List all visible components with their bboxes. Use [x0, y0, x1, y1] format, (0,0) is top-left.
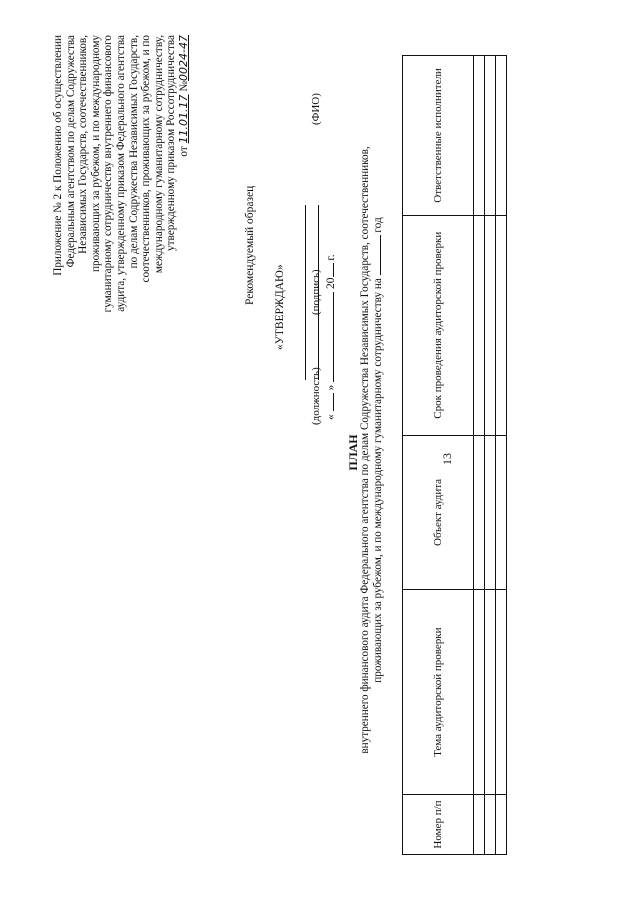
plan-subtitle-year-word: год: [372, 217, 384, 233]
table-row: [496, 56, 507, 855]
approval-date: [325, 160, 337, 420]
table-cell: [496, 795, 507, 855]
table-cell: [496, 56, 507, 216]
year-suffix: г.: [325, 254, 337, 261]
table-cell: [474, 795, 485, 855]
header-object: Объект аудита: [403, 435, 474, 590]
appendix-header: [52, 35, 191, 400]
plan-year-blank: [380, 235, 381, 275]
plan-title: ПЛАН: [346, 434, 360, 471]
table-cell: [485, 795, 496, 855]
audit-plan-table: [402, 55, 507, 855]
plan-subtitle-text: проживающих за рубежом, и по международному гуманитарному сотрудничеству на: [372, 278, 384, 683]
table-cell: [496, 435, 507, 590]
table-row: [485, 56, 496, 855]
appendix-line: Независимых Государств, соотечественников,: [77, 35, 90, 254]
order-prefix: от: [177, 146, 190, 157]
order-date: 11.01.17: [176, 94, 190, 144]
date-close-quote: »: [325, 384, 337, 391]
appendix-line: по делам Содружества Независимых Государств,: [127, 35, 140, 269]
position-caption: (должность): [310, 367, 322, 425]
appendix-line: гуманитарному сотрудничеству внутреннего финансового: [102, 35, 115, 313]
recommended-sample-label: Рекомендуемый образец: [244, 185, 256, 305]
table-cell: [496, 590, 507, 795]
name-caption: (ФИО): [310, 93, 322, 125]
date-open-quote: «: [325, 414, 337, 420]
header-responsible: Ответственные исполнители: [403, 56, 474, 216]
month-blank: [333, 292, 334, 382]
header-number: Номер п/п: [403, 795, 474, 855]
appendix-line: Приложение № 2 к Положению об осуществлении: [52, 35, 64, 276]
table-cell: [485, 56, 496, 216]
appendix-line: Федеральным агентством по делам Содружества: [64, 35, 77, 268]
appendix-line: проживающих за рубежом, и по международному: [89, 35, 102, 272]
position-line: [305, 205, 306, 380]
table-cell: [485, 215, 496, 435]
signature-caption: (подпись): [310, 269, 322, 315]
plan-subtitle: [359, 55, 385, 845]
appendix-line: международному гуманитарному сотрудничеству,: [152, 35, 165, 274]
header-topic: Тема аудиторской проверки: [403, 590, 474, 795]
order-reference: [178, 35, 191, 400]
table-cell: [474, 215, 485, 435]
appendix-line: соотечественников, проживающих за рубежом, и по: [140, 35, 153, 283]
table-cell: [474, 435, 485, 590]
plan-subtitle-line: внутреннего финансового аудита Федерального агентства по делам Содружества Независимых Государств, соотечественников,: [359, 146, 371, 754]
year-prefix: 20: [325, 277, 337, 289]
approval-heading: «УТВЕРЖДАЮ»: [274, 264, 286, 350]
order-no-prefix: №: [177, 80, 190, 92]
table-cell: [485, 435, 496, 590]
order-number: 0024-47: [176, 35, 190, 81]
appendix-line: утвержденному приказом Россотрудничества: [165, 35, 178, 251]
page-number: 13: [440, 453, 454, 465]
table-cell: [474, 590, 485, 795]
appendix-line: аудита, утвержденному приказом Федерального агентства: [114, 35, 127, 312]
year-blank: [333, 264, 334, 278]
day-blank: [333, 393, 334, 411]
header-period: Срок проведения аудиторской проверки: [403, 215, 474, 435]
table-row: [474, 56, 485, 855]
table-header-row: [403, 56, 474, 855]
plan-subtitle-line: [372, 55, 385, 845]
table-cell: [496, 215, 507, 435]
table-cell: [474, 56, 485, 216]
table-cell: [485, 590, 496, 795]
